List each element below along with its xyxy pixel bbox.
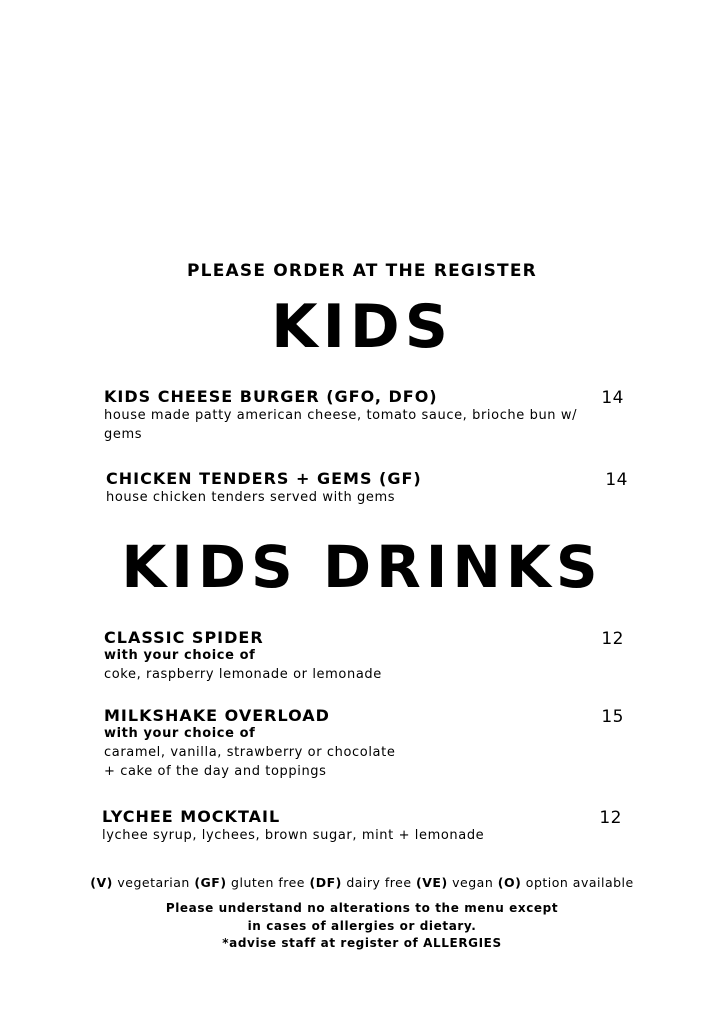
item-description-extra: + cake of the day and toppings <box>104 764 327 779</box>
order-notice: PLEASE ORDER AT THE REGISTER <box>187 261 537 281</box>
item-description: house made patty american cheese, tomato sauce, brioche bun w/ gems <box>104 408 578 442</box>
legend-code-ve: (VE) <box>416 875 448 890</box>
item-description: house chicken tenders served with gems <box>106 490 396 505</box>
item-name: LYCHEE MOCKTAIL <box>102 807 281 826</box>
legend-code-v: (V) <box>90 875 113 890</box>
item-description: lychee syrup, lychees, brown sugar, mint + lemonade <box>102 828 485 843</box>
item-price: 14 <box>601 388 624 408</box>
item-price: 14 <box>605 470 628 490</box>
footer-line-1: Please understand no alterations to the menu except <box>165 901 559 915</box>
legend-label-gf: gluten free <box>231 875 305 890</box>
item-subtitle: with your choice of <box>104 726 256 741</box>
item-name: CLASSIC SPIDER <box>104 628 264 647</box>
item-subtitle: with your choice of <box>104 648 256 663</box>
item-price: 15 <box>601 707 624 727</box>
legend-code-df: (DF) <box>309 875 342 890</box>
footer-line-2: in cases of allergies or dietary. <box>247 918 477 933</box>
item-name: CHICKEN TENDERS + GEMS (GF) <box>106 469 422 488</box>
menu-item-kids-cheese-burger <box>104 387 634 444</box>
menu-item-lychee-mocktail <box>102 807 632 845</box>
section-title-kids-drinks: KIDS DRINKS <box>121 533 603 601</box>
legend-label-v: vegetarian <box>117 875 190 890</box>
item-price: 12 <box>601 629 624 649</box>
footer-line-3: *advise staff at register of ALLERGIES <box>222 936 502 950</box>
footer-notice <box>0 900 724 953</box>
legend-code-o: (O) <box>497 875 522 890</box>
menu-item-chicken-tenders <box>106 469 636 507</box>
menu-item-milkshake-overload <box>104 706 634 781</box>
item-name: MILKSHAKE OVERLOAD <box>104 706 330 725</box>
item-name: KIDS CHEESE BURGER (GFO, DFO) <box>104 387 438 406</box>
section-title-kids: KIDS <box>271 292 453 362</box>
menu-item-classic-spider <box>104 628 634 684</box>
legend-label-ve: vegan <box>452 875 494 890</box>
legend-label-df: dairy free <box>346 875 412 890</box>
legend-code-gf: (GF) <box>194 875 227 890</box>
item-description: caramel, vanilla, strawberry or chocolate <box>104 745 396 760</box>
item-price: 12 <box>599 808 622 828</box>
item-description: coke, raspberry lemonade or lemonade <box>104 667 382 682</box>
legend-label-o: option available <box>525 875 634 890</box>
dietary-legend <box>0 875 724 890</box>
